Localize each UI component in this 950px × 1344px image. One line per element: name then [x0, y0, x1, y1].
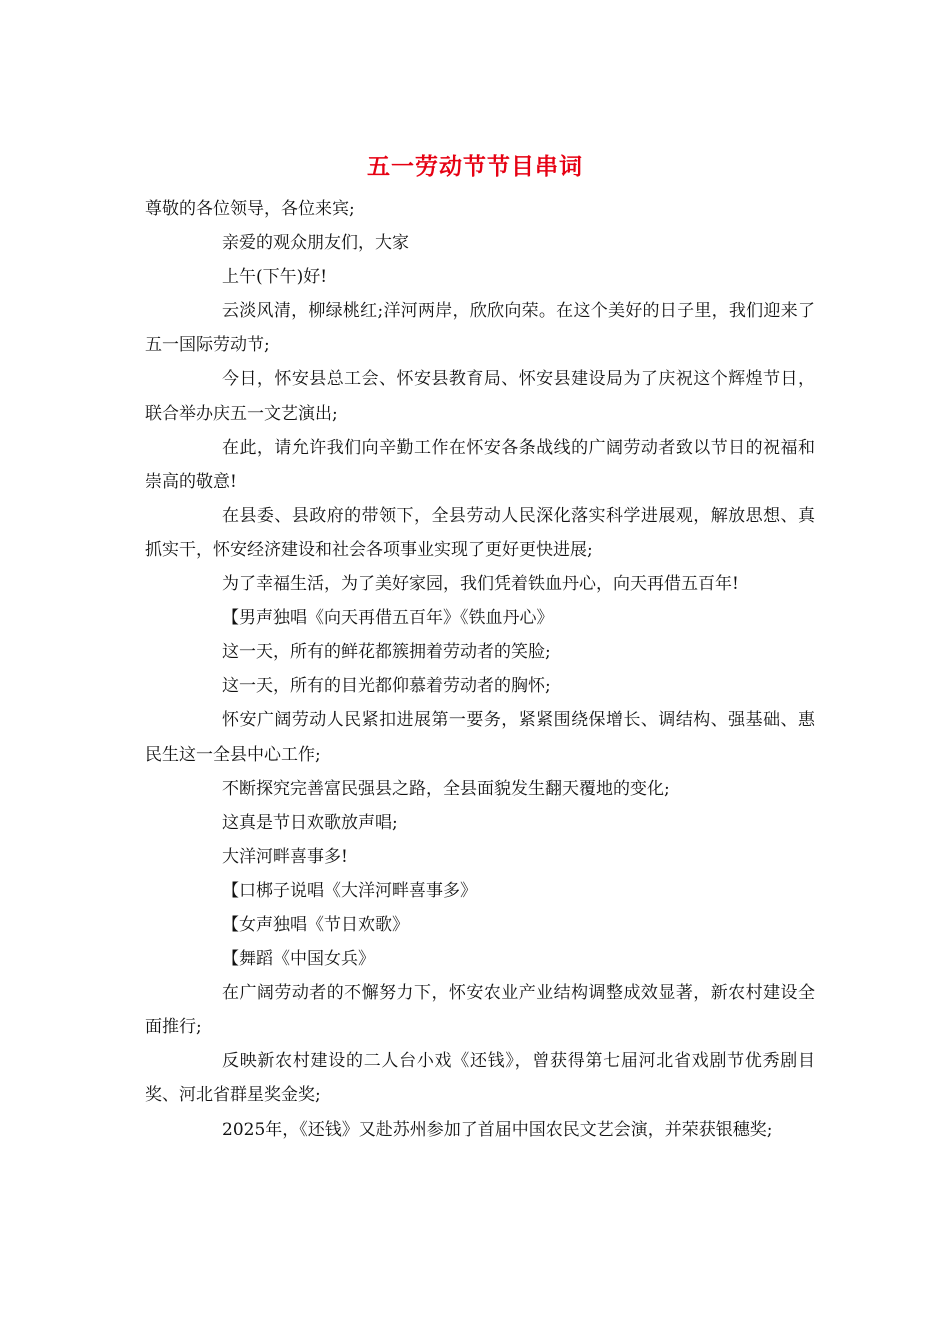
- paragraph-10: 这一天，所有的鲜花都簇拥着劳动者的笑脸;: [222, 642, 551, 663]
- paragraph-19: 在广阔劳动者的不懈努力下，怀安农业产业结构调整成效显著，新农村建设全面推行;: [145, 983, 815, 1038]
- paragraph-15: 大洋河畔喜事多!: [222, 846, 348, 867]
- paragraph-16: 【口梆子说唱《大洋河畔喜事多》: [222, 880, 477, 901]
- paragraph-12: 怀安广阔劳动人民紧扣进展第一要务，紧紧围绕保增长、调结构、强基础、惠民生这一全县中心工作;: [145, 710, 815, 765]
- document-title: 五一劳动节节目串词: [367, 153, 583, 180]
- paragraph-18: 【舞蹈《中国女兵》: [222, 949, 375, 970]
- paragraph-5: 今日，怀安县总工会、怀安县教育局、怀安县建设局为了庆祝这个辉煌节日，联合举办庆五一文艺演出;: [145, 369, 815, 424]
- paragraph-7: 在县委、县政府的带领下，全县劳动人民深化落实科学进展观，解放思想、真抓实干，怀安经济建设和社会各项事业实现了更好更快进展;: [145, 505, 815, 560]
- paragraph-6: 在此，请允许我们向辛勤工作在怀安各条战线的广阔劳动者致以节日的祝福和崇高的敬意!: [145, 437, 815, 492]
- paragraph-17: 【女声独唱《节日欢歌》: [222, 914, 409, 935]
- paragraph-4: 云淡风清，柳绿桃红;洋河两岸，欣欣向荣。在这个美好的日子里，我们迎来了五一国际劳动节;: [145, 301, 815, 356]
- paragraph-1: 尊敬的各位领导，各位来宾;: [145, 199, 355, 219]
- paragraph-3: 上午(下午)好!: [222, 267, 328, 288]
- paragraph-13: 不断探究完善富民强县之路，全县面貌发生翻天覆地的变化;: [222, 778, 670, 799]
- paragraph-9: 【男声独唱《向天再借五百年》《铁血丹心》: [222, 608, 554, 629]
- paragraph-8: 为了幸福生活，为了美好家园，我们凭着铁血丹心，向天再借五百年!: [222, 574, 739, 595]
- paragraph-2: 亲爱的观众朋友们，大家: [222, 233, 409, 254]
- paragraph-11: 这一天，所有的目光都仰慕着劳动者的胸怀;: [222, 676, 551, 697]
- paragraph-20: 反映新农村建设的二人台小戏《还钱》，曾获得第七届河北省戏剧节优秀剧目奖、河北省群星奖金奖;: [145, 1051, 815, 1106]
- paragraph-14: 这真是节日欢歌放声唱;: [222, 812, 398, 833]
- document-body: [145, 192, 815, 1147]
- paragraph-21: 2025年，《还钱》又赴苏州参加了首届中国农民文艺会演，并荣获银穗奖;: [222, 1119, 773, 1140]
